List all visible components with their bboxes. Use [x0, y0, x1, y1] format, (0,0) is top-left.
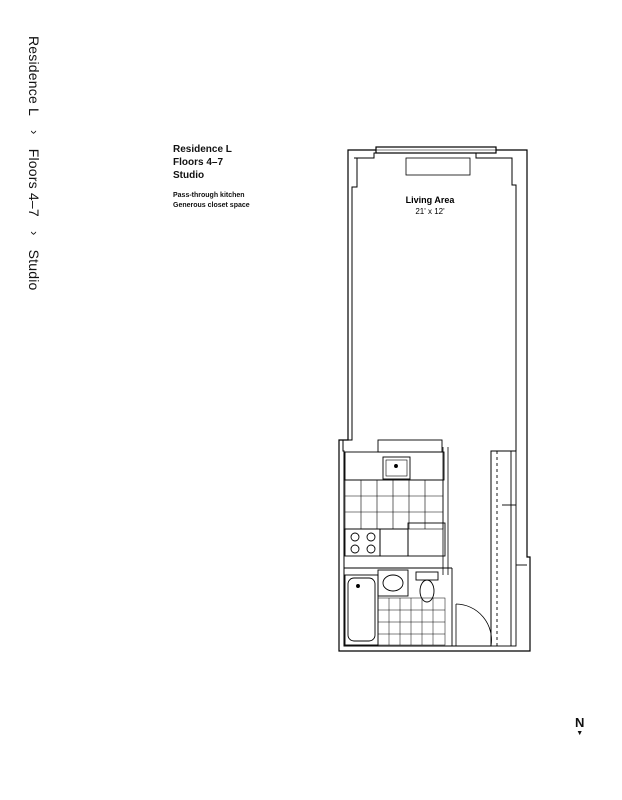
- north-indicator: [575, 716, 584, 738]
- bathroom-floor-tile: [378, 598, 445, 645]
- lower-counter: [380, 529, 408, 556]
- vanity: [378, 570, 408, 596]
- bathroom: [344, 568, 452, 646]
- side-title-type: Studio: [26, 249, 42, 291]
- info-residence: Residence L: [173, 144, 232, 155]
- kitchen-floor-tile: [345, 480, 443, 529]
- room-dims: 21' x 12': [415, 207, 445, 216]
- north-arrow-icon: ▼: [576, 730, 584, 737]
- window-sill: [406, 158, 470, 175]
- info-feature-kitchen: Pass-through kitchen: [173, 192, 245, 199]
- side-title-residence: Residence L: [26, 36, 42, 117]
- bathtub: [345, 575, 378, 645]
- toilet-tank: [416, 572, 438, 580]
- stove: [345, 529, 380, 556]
- range-hood: [378, 440, 442, 452]
- room-name: Living Area: [405, 195, 455, 205]
- info-type: Studio: [173, 170, 205, 181]
- entry-door: [456, 604, 492, 646]
- chevron-icon: ›: [27, 130, 42, 135]
- outer-wall: [339, 150, 530, 651]
- closet: [491, 451, 527, 646]
- side-title-floors: Floors 4–7: [26, 148, 42, 217]
- info-floors: Floors 4–7: [173, 157, 224, 168]
- kitchen: [345, 440, 448, 575]
- info-feature-closet: Generous closet space: [173, 202, 250, 209]
- chevron-icon: ›: [27, 231, 42, 236]
- north-label: N: [575, 715, 585, 730]
- fridge: [408, 523, 445, 556]
